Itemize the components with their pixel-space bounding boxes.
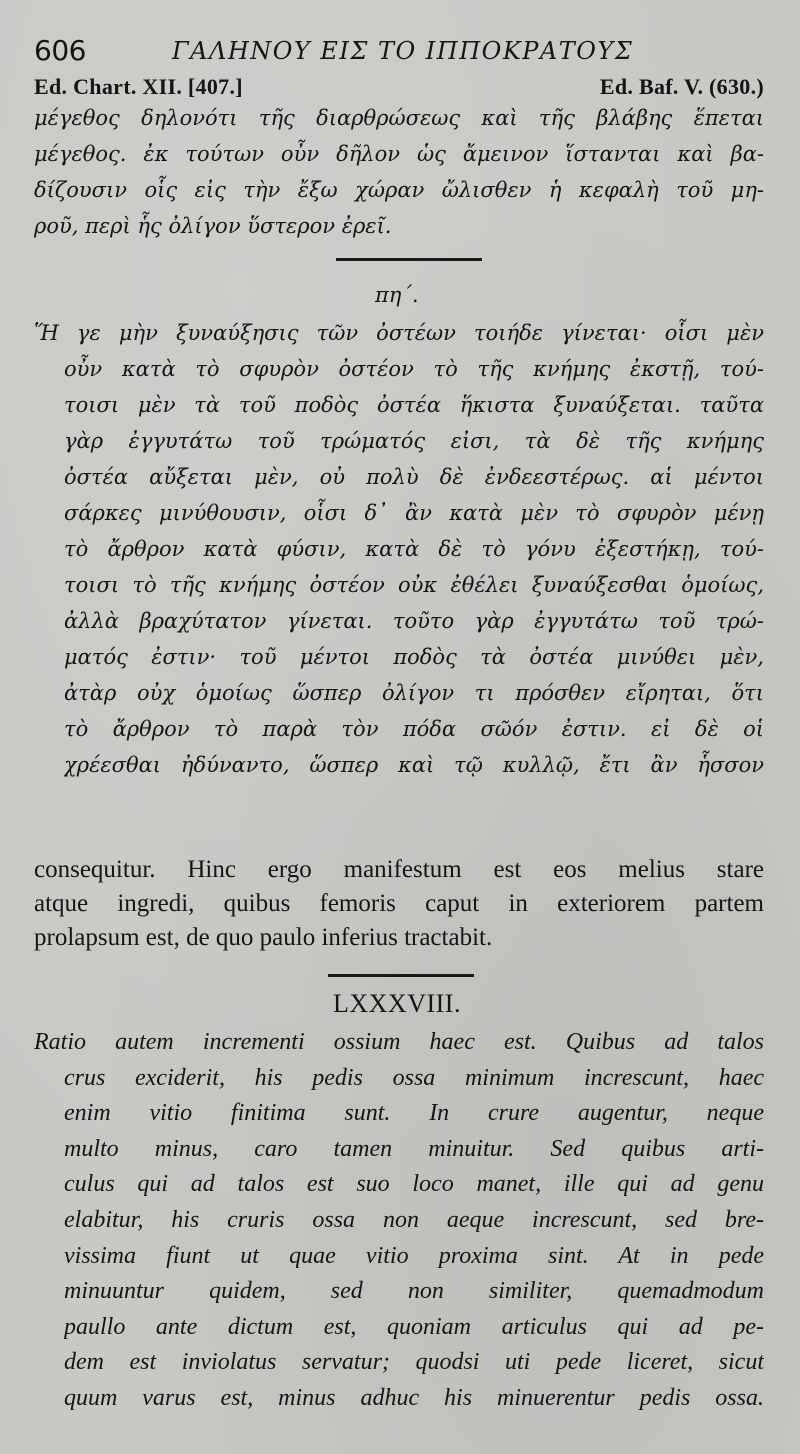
text-line: γὰρ ἐγγυτάτω τοῦ τρώματός εἰσι, τὰ δὲ τῆς κνήμης bbox=[64, 429, 764, 453]
text-line: enim vitio finitima sunt. In crure augentur, neque bbox=[64, 1100, 764, 1127]
text-line: σάρκες μινύθουσιν, οἷσι δ᾽ ἂν κατὰ μὲν τὸ σφυρὸν μένῃ bbox=[64, 501, 764, 525]
text-line: consequitur. Hinc ergo manifestum est eos melius stare bbox=[34, 856, 764, 883]
text-line: τὸ ἄρθρον τὸ παρὰ τὸν πόδα σῶόν ἐστιν. εἰ δὲ οἱ bbox=[64, 717, 764, 741]
edition-reference-left: Ed. Chart. XII. [407.] bbox=[34, 74, 243, 99]
section-divider-rule bbox=[328, 974, 474, 977]
text-line: elabitur, his cruris ossa non aeque increscunt, sed bre- bbox=[64, 1206, 764, 1233]
text-line: Ἥ γε μὴν ξυναύξησις τῶν ὀστέων τοιήδε γίνεται· οἷσι μὲν bbox=[34, 321, 764, 345]
text-line: atque ingredi, quibus femoris caput in exteriorem partem bbox=[34, 890, 764, 917]
text-line: οὖν κατὰ τὸ σφυρὸν ὀστέον τὸ τῆς κνήμης ἐκστῇ, τού- bbox=[64, 357, 764, 381]
latin-intro-paragraph bbox=[34, 853, 764, 955]
text-line: culus qui ad talos est suo loco manet, ille qui ad genu bbox=[64, 1171, 764, 1198]
text-line: ματός ἐστιν· τοῦ μέντοι ποδὸς τὰ ὀστέα μινύθει μὲν, bbox=[64, 645, 764, 669]
edition-reference-right: Ed. Baf. V. (630.) bbox=[599, 74, 764, 99]
section-number-latin: LXXXVIII. bbox=[333, 989, 461, 1018]
greek-intro-paragraph bbox=[34, 100, 764, 244]
latin-section-paragraph bbox=[34, 1025, 764, 1417]
text-line: multo minus, caro tamen minuitur. Sed quibus arti- bbox=[64, 1135, 764, 1162]
greek-section-paragraph bbox=[34, 315, 764, 783]
text-line: ὀστέα αὔξεται μὲν, οὐ πολὺ δὲ ἐνδεεστέρως. αἱ μέντοι bbox=[64, 465, 764, 489]
text-line: χρέεσθαι ἠδύναντο, ὥσπερ καὶ τῷ κυλλῷ, ἔτι ἂν ἧσσον bbox=[64, 753, 764, 777]
running-title: ΓΑΛΗΝΟΥ ΕΙΣ ΤΟ ΙΠΠΟΚΡΑΤΟΥΣ bbox=[172, 37, 634, 65]
text-line: τὸ ἄρθρον κατὰ φύσιν, κατὰ δὲ τὸ γόνυ ἐξεστήκῃ, τού- bbox=[64, 537, 764, 561]
text-line: Ratio autem incrementi ossium haec est. Quibus ad talos bbox=[34, 1029, 764, 1055]
text-line: quum varus est, minus adhuc his minuerentur pedis ossa. bbox=[64, 1384, 764, 1411]
text-line: δίζουσιν οἷς εἰς τὴν ἔξω χώραν ὤλισθεν ἡ κεφαλὴ τοῦ μη- bbox=[34, 178, 764, 202]
text-line: prolapsum est, de quo paulo inferius tractabit. bbox=[34, 924, 493, 951]
text-line: ροῦ, περὶ ἧς ὀλίγον ὕστερον ἐρεῖ. bbox=[34, 214, 392, 238]
text-line: ἀτὰρ οὐχ ὁμοίως ὥσπερ ὀλίγον τι πρόσθεν εἴρηται, ὅτι bbox=[64, 681, 764, 705]
text-line: τοισι μὲν τὰ τοῦ ποδὸς ὀστέα ἥκιστα ξυναύξεται. ταῦτα bbox=[64, 393, 764, 417]
text-line: τοισι τὸ τῆς κνήμης ὀστέον οὐκ ἐθέλει ξυναύξεσθαι ὁμοίως, bbox=[64, 573, 764, 597]
section-divider-rule bbox=[336, 258, 482, 261]
page-number: 606 bbox=[34, 34, 86, 67]
text-line: vissima fiunt ut quae vitio proxima sint. At in pede bbox=[64, 1242, 764, 1269]
text-line: μέγεθος δηλονότι τῆς διαρθρώσεως καὶ τῆς βλάβης ἕπεται bbox=[34, 106, 764, 130]
text-line: μέγεθος. ἐκ τούτων οὖν δῆλον ὡς ἄμεινον ἵστανται καὶ βα- bbox=[34, 142, 764, 166]
text-line: ἀλλὰ βραχύτατον γίνεται. τοῦτο γὰρ ἐγγυτάτω τοῦ τρώ- bbox=[64, 609, 764, 633]
text-line: paullo ante dictum est, quoniam articulus qui ad pe- bbox=[64, 1313, 764, 1340]
text-line: minuuntur quidem, sed non similiter, quemadmodum bbox=[64, 1278, 764, 1305]
text-line: crus exciderit, his pedis ossa minimum increscunt, haec bbox=[64, 1064, 764, 1091]
section-number-greek: πη΄. bbox=[375, 283, 419, 307]
text-line: dem est inviolatus servatur; quodsi uti pede liceret, sicut bbox=[64, 1349, 764, 1376]
